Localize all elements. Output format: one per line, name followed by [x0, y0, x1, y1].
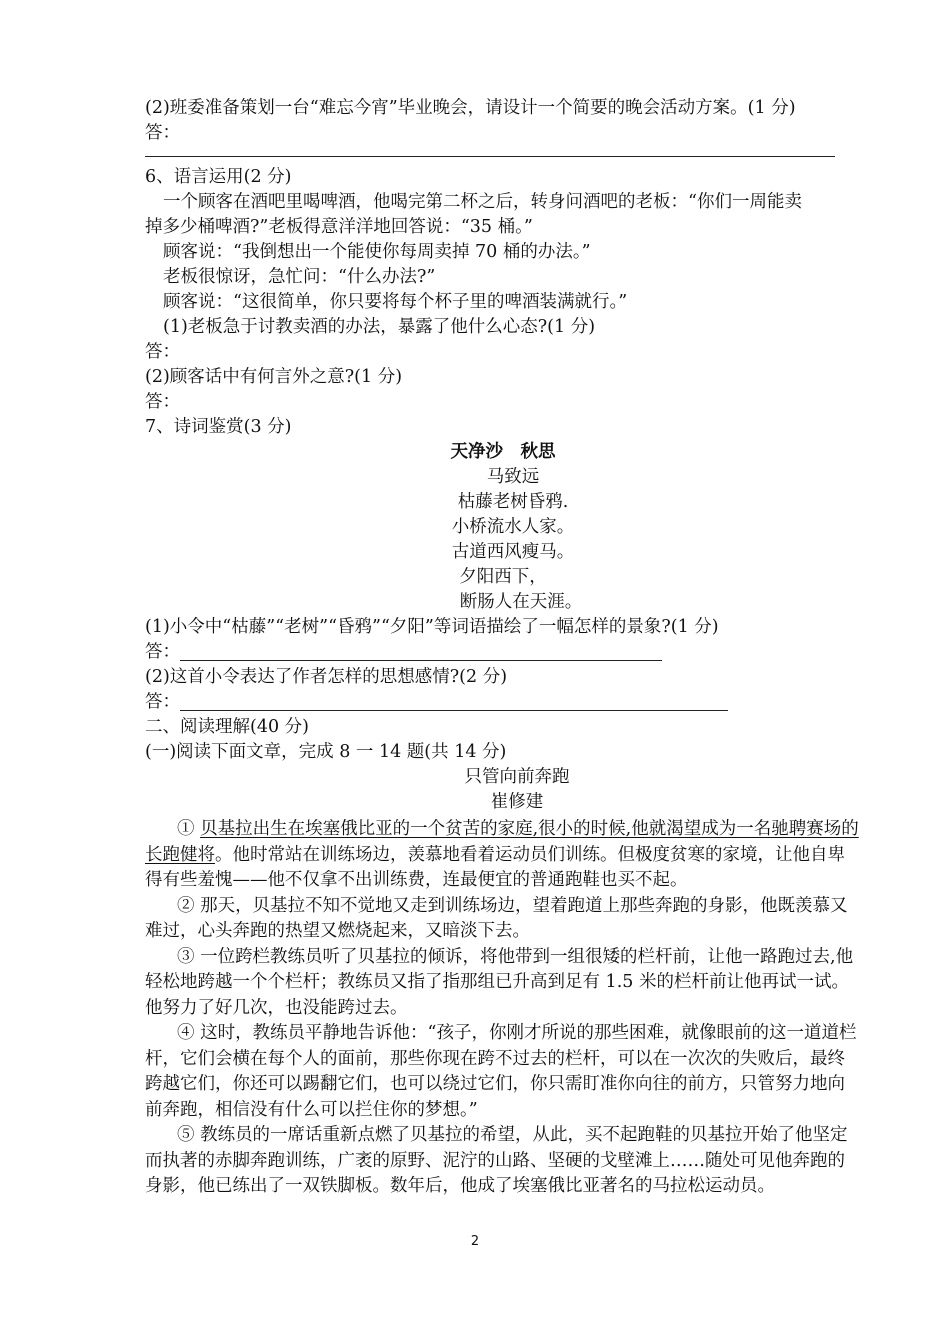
article-author: 崔修建 [490, 792, 544, 812]
poem-line-4: 夕阳西下， [459, 567, 547, 587]
q7-title: 7、诗词鉴赏(3 分) [145, 417, 292, 437]
paragraph-text: 。他时常站在训练场边，羡慕地看着运动员们训练。但极度贫寒的家境，让他自卑得有些羞愧——他不仅拿不出训练费，连最便宜的普通跑鞋也买不起。 [145, 844, 845, 890]
poem-title: 天净沙 秋思 [450, 442, 556, 462]
underlined-sentence: 贝基拉出生在埃塞俄比亚的一个贫苦的家庭,很小的时候,他就渴望成为一名驰聘赛场的长跑健将 [145, 819, 859, 865]
answer-label: 答： [145, 642, 180, 662]
q7-sub-question-2: (2)这首小令表达了作者怎样的思想感情?(2 分) [145, 667, 508, 687]
poem-author: 马致远 [486, 467, 540, 487]
poem-line-1: 枯藤老树昏鸦. [457, 492, 569, 512]
q6-story-line-1: 一个顾客在酒吧里喝啤酒，他喝完第二杯之后，转身问酒吧的老板：“你们一周能卖 [163, 192, 802, 212]
q6-sub-question-1: (1)老板急于讨教卖酒的办法，暴露了他什么心态?(1 分) [163, 317, 596, 337]
article-paragraph-5: ⑤ 教练员的一席话重新点燃了贝基拉的希望，从此，买不起跑鞋的贝基拉开始了他坚定而执著的赤脚奔跑训练，广袤的原野、泥泞的山路、坚硬的戈壁滩上……随处可见他奔跑的身影，他已练出了一双铁脚板。数年后，他成了埃塞俄比亚著名的马拉松运动员。 [145, 1125, 848, 1196]
article-paragraph-3: ③ 一位跨栏教练员听了贝基拉的倾诉，将他带到一组很矮的栏杆前，让他一路跑过去,他轻松地跨越一个个栏杆；教练员又指了指那组已升高到足有 1.5 米的栏杆前让他再试一试。他努力了好几次，也没能跨过去。 [145, 946, 854, 1018]
answer-label: 答： [145, 342, 180, 362]
q6-sub-question-2: (2)顾客话中有何言外之意?(1 分) [145, 367, 403, 387]
q6-title: 6、语言运用(2 分) [145, 167, 292, 187]
article-paragraph-1 [145, 817, 861, 894]
article-paragraph-4: ④ 这时，教练员平静地告诉他：“孩子，你刚才所说的那些困难，就像眼前的这一道道栏杆，它们会横在每个人的面前，那些你现在跨不过去的栏杆，可以在一次次的失败后，最终跨越它们，你还可以踢翻它们，也可以绕过它们，你只需盯准你向往的前方，只管努力地向前奔跑，相信没有什么可以拦住你的梦想。” [145, 1023, 857, 1120]
answer-blank-line [180, 642, 662, 661]
q6-story-line-2: 掉多少桶啤酒?”老板得意洋洋地回答说：“35 桶。” [145, 217, 533, 237]
answer-label: 答： [145, 123, 180, 143]
part2-title: 二、阅读理解(40 分) [145, 717, 309, 737]
answer-blank-line [180, 692, 728, 711]
article-paragraph-2: ② 那天，贝基拉不知不觉地又走到训练场边，望着跑道上那些奔跑的身影，他既羡慕又难过，心头奔跑的热望又燃烧起来，又暗淡下去。 [145, 895, 848, 941]
answer-row [145, 640, 861, 665]
poem-line-2: 小桥流水人家。 [451, 517, 575, 537]
answer-row [145, 690, 861, 715]
answer-label: 答： [145, 692, 180, 712]
document-page [145, 94, 861, 1200]
part2-instructions: (一)阅读下面文章，完成 8 一 14 题(共 14 分) [145, 742, 507, 762]
q6-story-line-5: 顾客说：“这很简单，你只要将每个杯子里的啤酒装满就行。” [163, 292, 628, 312]
answer-label: 答： [145, 392, 180, 412]
q7-sub-question-1: (1)小令中“枯藤”“老树”“昏鸦”“夕阳”等词语描绘了一幅怎样的景象?(1 分) [145, 617, 719, 637]
answer-line [145, 156, 835, 157]
q6-story-line-4: 老板很惊讶，急忙问：“什么办法?” [163, 267, 436, 287]
question-5-2: (2)班委准备策划一台“难忘今宵”毕业晚会，请设计一个简要的晚会活动方案。(1 分) [145, 98, 796, 118]
page-number: 2 [470, 1234, 480, 1249]
paragraph-number: ① [177, 819, 195, 839]
q6-story-line-3: 顾客说：“我倒想出一个能使你每周卖掉 70 桶的办法。” [163, 242, 591, 262]
poem-line-3: 古道西风瘦马。 [451, 542, 575, 562]
poem-line-5: 断肠人在天涯。 [459, 592, 583, 612]
article-title: 只管向前奔跑 [464, 767, 570, 787]
